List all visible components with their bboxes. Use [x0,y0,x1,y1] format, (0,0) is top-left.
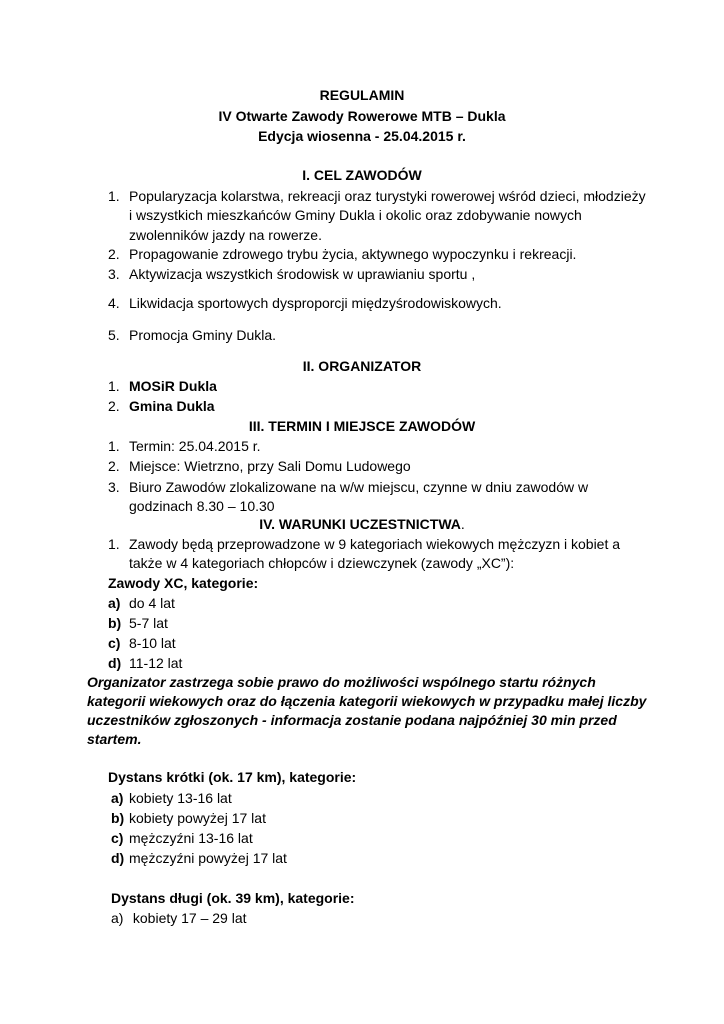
list-item-text: godzinach 8.30 – 10.30 [129,498,275,514]
category-text: 11-12 lat [129,655,183,671]
category-text: mężczyźni 13-16 lat [129,830,253,846]
list-number: 3. [108,479,120,495]
organizer-note: Organizator zastrzega sobie prawo do możliwości wspólnego startu różnych [87,674,596,690]
list-item-text: Aktywizacja wszystkich środowisk w uprawianiu sportu , [129,266,476,282]
list-number: 3. [108,266,120,282]
list-item-text: zwolenników jazdy na rowerze. [129,227,322,243]
category-text: 8-10 lat [129,635,176,651]
section-4-heading-suffix: . [460,516,465,532]
list-item-text: i wszystkich mieszkańców Gminy Dukla i okolic oraz zdobywanie nowych [129,207,582,223]
list-number: 1. [108,438,120,454]
list-number: 4. [108,295,120,311]
category-letter: d) [111,850,125,866]
list-number: 5. [108,327,120,343]
list-number: 2. [108,458,120,474]
section-2-heading: II. ORGANIZATOR [302,358,422,374]
organizer-note: kategorii wiekowych oraz do łączenia kategorii wiekowych w przypadku małej liczby [87,693,647,709]
category-text: 5-7 lat [129,615,168,631]
list-item-text: Termin: 25.04.2015 r. [129,438,261,454]
section-4-heading [0,515,724,534]
category-letter: a) [111,910,124,926]
long-distance-title: Dystans długi (ok. 39 km), kategorie: [111,890,355,906]
list-item-text: Propagowanie zdrowego trybu życia, aktywnego wypoczynku i rekreacji. [129,246,577,262]
document-title: REGULAMIN [319,87,405,103]
list-item-text: także w 4 kategoriach chłopców i dziewczynek (zawody „XC”): [129,555,515,571]
list-item-text: Popularyzacja kolarstwa, rekreacji oraz turystyki rowerowej wśród dzieci, młodzieży [129,188,646,204]
category-letter: b) [111,810,125,826]
organizer-note: startem. [87,731,142,747]
list-item-text: Promocja Gminy Dukla. [129,327,277,343]
category-text: do 4 lat [129,595,175,611]
category-letter: c) [108,635,121,651]
list-number: 1. [108,378,120,394]
organizer-name: MOSiR Dukla [129,378,217,394]
category-letter: b) [108,615,122,631]
list-item-text: Likwidacja sportowych dysproporcji międzyśrodowiskowych. [129,295,502,311]
category-text: kobiety powyżej 17 lat [129,810,266,826]
category-text: mężczyźni powyżej 17 lat [129,850,287,866]
list-item-text: Miejsce: Wietrzno, przy Sali Domu Ludowego [129,458,411,474]
document-edition: Edycja wiosenna - 25.04.2015 r. [258,128,466,144]
list-number: 2. [108,246,120,262]
section-3-heading: III. TERMIN I MIEJSCE ZAWODÓW [248,418,476,434]
category-letter: d) [108,655,122,671]
list-item-text: Zawody będą przeprowadzone w 9 kategoriach wiekowych mężczyzn i kobiet a [129,536,621,552]
xc-categories-title: Zawody XC, kategorie: [108,575,259,591]
category-letter: a) [111,790,124,806]
section-1-heading: I. CEL ZAWODÓW [302,167,422,183]
document-subtitle: IV Otwarte Zawody Rowerowe MTB – Dukla [218,108,506,124]
category-letter: a) [108,595,121,611]
category-text: kobiety 13-16 lat [129,790,232,806]
section-4-heading-text: IV. WARUNKI UCZESTNICTWA [259,516,461,532]
category-text: kobiety 17 – 29 lat [129,910,247,926]
organizer-note: uczestników zgłoszonych - informacja zostanie podana najpóźniej 30 min przed [87,712,617,728]
category-letter: c) [111,830,124,846]
list-number: 2. [108,398,120,414]
list-number: 1. [108,188,120,204]
list-item-text: Biuro Zawodów zlokalizowane na w/w miejscu, czynne w dniu zawodów w [129,479,589,495]
short-distance-title: Dystans krótki (ok. 17 km), kategorie: [108,769,357,785]
list-number: 1. [108,536,120,552]
organizer-name: Gmina Dukla [129,398,215,414]
